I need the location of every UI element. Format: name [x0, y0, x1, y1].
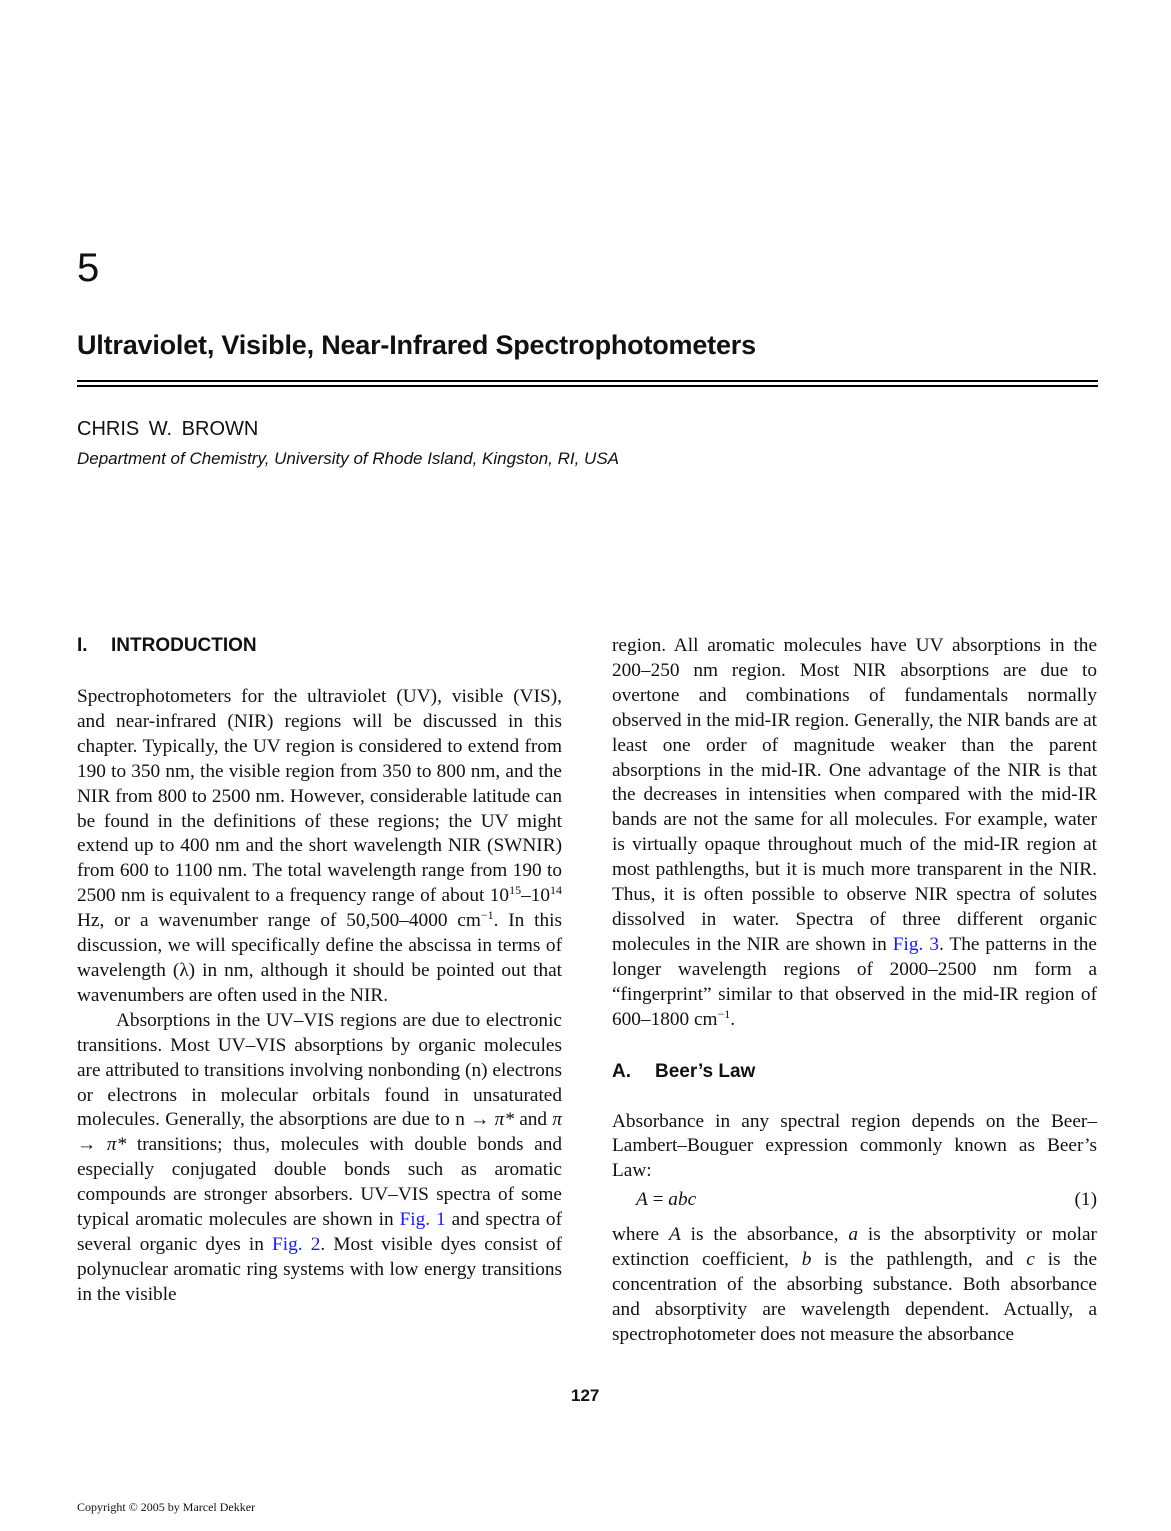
figure-3-link[interactable]: Fig. 3 — [892, 933, 939, 955]
equation-label: (1) — [1074, 1189, 1097, 1211]
chapter-title: Ultraviolet, Visible, Near-Infrared Spectrophotometers — [77, 330, 756, 360]
beers-law-paragraph: Absorbance in any spectral region depends on the Beer–Lambert–Bouguer expression commonly known as Beer’s Law: — [612, 1110, 1097, 1182]
author-name: CHRIS W. BROWN — [77, 418, 259, 440]
subsection-title: Beer’s Law — [655, 1060, 756, 1082]
intro-paragraph-2-part-1: Absorptions in the UV–VIS regions are due to electronic transitions. Most UV–VIS absorptions by organic molecules are attributed to transitions involving nonbonding (n) electrons or electrons in molecular orbitals found in unsaturated molecules. Generally, the absorptions are due to n → π* and π → π* transitions; thus, molecules with double bonds and especially conjugated double bonds such as aromatic compounds are stronger absorbers. UV–VIS spectra of some typical aromatic molecules are shown in Fig. 1 and spectra of several organic dyes in Fig. 2. Most visible dyes consist of polynuclear aromatic ring systems with low energy transitions in the visible — [77, 1009, 562, 1305]
chapter-number: 5 — [77, 246, 100, 290]
author-affiliation: Department of Chemistry, University of Rhode Island, Kingston, RI, USA — [77, 449, 620, 468]
beers-law-explanation-paragraph: where A is the absorbance, a is the absorptivity or molar extinction coefficient, b is the pathlength, and c is the concentration of the absorbing substance. Both absorbance and absorptivity are wavelength dependent. Actually, a spectrophotometer does not measure the absorbance — [612, 1224, 1097, 1345]
subsection-number: A. — [612, 1060, 631, 1082]
page-number: 127 — [571, 1386, 600, 1405]
intro-paragraph-2-part-2: region. All aromatic molecules have UV absorptions in the 200–250 nm region. Most NIR absorptions are due to overtone and combinations of fundamentals normally observed in the mid-IR region. Generally, the NIR bands are at least one order of magnitude weaker than the parent absorptions in the mid-IR. One advantage of the NIR is that the decreases in intensities when compared with the mid-IR bands are not the same for all molecules. For example, water is virtually opaque throughout much of the mid-IR region at most pathlengths, but it is much more transparent in the NIR. Thus, it is often possible to observe NIR spectra of solutes dissolved in water. Spectra of three different organic molecules in the NIR are shown in Fig. 3. The patterns in the longer wavelength regions of 2000–2500 nm form a “fingerprint” similar to that observed in the mid-IR region of 600–1800 $cm^{-1}$. — [612, 635, 1097, 1030]
title-double-rule — [77, 380, 1098, 387]
figure-2-link[interactable]: Fig. 2 — [272, 1233, 321, 1255]
intro-paragraph-1: Spectrophotometers for the ultraviolet (UV), visible (VIS), and near-infrared (NIR) regions will be discussed in this chapter. Typically, the UV region is considered to extend from 190 to 350 nm, the visible region from 350 to 800 nm, and the NIR from 800 to 2500 nm. However, considerable latitude can be found in the definitions of these regions; the UV might extend up to 400 nm and the short wavelength NIR (SWNIR) from 600 to 1100 nm. The total wavelength range from 190 to 2500 nm is equivalent to a frequency range of about $10^{15}-10^{14}$ Hz, or a wavenumber range of 50,500–4000 $cm^{-1}$. In this discussion, we will specifically define the abscissa in terms of wavelength (λ) in nm, although it should be pointed out that wavenumbers are often used in the NIR. — [77, 686, 562, 1006]
equation-1 — [612, 1187, 1097, 1213]
subsection-heading-beers-law — [612, 1060, 1097, 1084]
equation-body: A = abc — [636, 1189, 697, 1211]
section-title: INTRODUCTION — [111, 635, 257, 656]
figure-1-link[interactable]: Fig. 1 — [399, 1209, 446, 1231]
section-heading-introduction — [77, 634, 562, 658]
left-column — [77, 634, 562, 1308]
copyright-notice: Copyright © 2005 by Marcel Dekker — [77, 1500, 256, 1514]
section-number: I. — [77, 635, 88, 656]
right-column — [612, 634, 1097, 1348]
